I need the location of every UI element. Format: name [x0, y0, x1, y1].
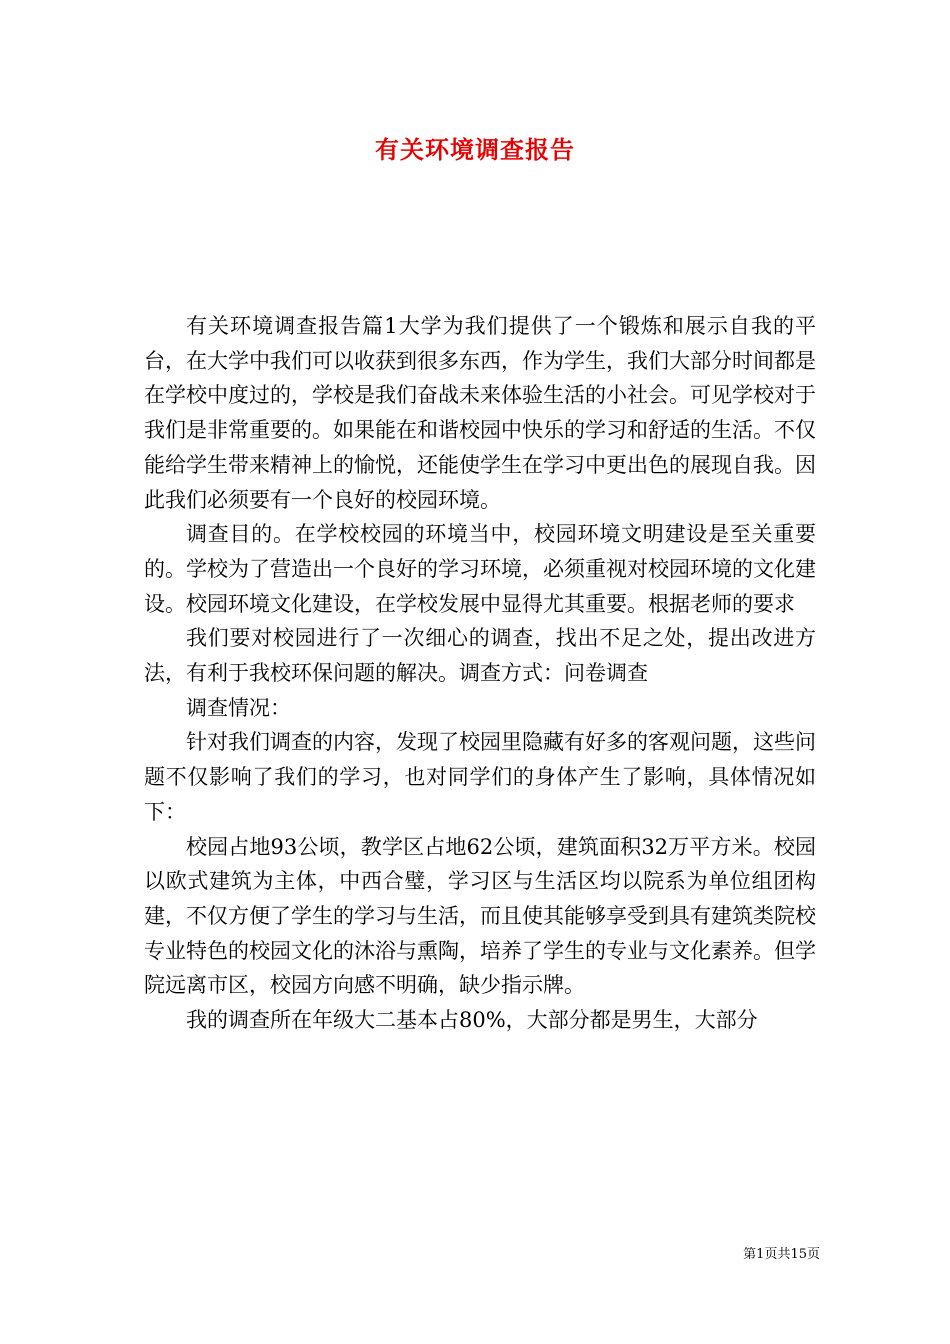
paragraph: 我的调查所在年级大二基本占80%，大部分都是男生，大部分 [186, 1008, 758, 1033]
paragraph: 调查情况： [186, 695, 291, 720]
paragraph: 有关环境调查报告篇1大学为我们提供了一个锻炼和展示自我的平台，在大学中我们可以收获到很多东西，作为学生，我们大部分时间都是在学校中度过的，学校是我们奋战未来体验生活的小社会。可见学校对于我们是非常重要的。如果能在和谐校园中快乐的学习和舒适的生活。不仅能给学生带来精神上的愉悦，还能使学生在学习中更出色的展现自我。因此我们必须要有一个良好的校园环境。 [144, 314, 816, 512]
page-footer: 第1页共15页 [743, 1247, 820, 1262]
document-body [144, 309, 816, 1038]
document-title: 有关环境调查报告 [375, 135, 575, 164]
paragraph: 校园占地93公顷，教学区占地62公顷，建筑面积32万平方米。校园以欧式建筑为主体，中西合璧，学习区与生活区均以院系为单位组团构建，不仅方便了学生的学习与生活，而且使其能够享受到具有建筑类院校专业特色的校园文化的沐浴与熏陶，培养了学生的专业与文化素养。但学院远离市区，校园方向感不明确，缺少指示牌。 [144, 834, 816, 998]
paragraph: 针对我们调查的内容，发现了校园里隐藏有好多的客观问题，这些问题不仅影响了我们的学习，也对同学们的身体产生了影响，具体情况如下： [144, 730, 816, 824]
paragraph: 调查目的。在学校校园的环境当中，校园环境文明建设是至关重要的。学校为了营造出一个良好的学习环境，必须重视对校园环境的文化建设。校园环境文化建设，在学校发展中显得尤其重要。根据老师的要求 [144, 522, 816, 616]
paragraph: 我们要对校园进行了一次细心的调查，找出不足之处，提出改进方法，有利于我校环保问题的解决。调查方式：问卷调查 [144, 626, 816, 686]
